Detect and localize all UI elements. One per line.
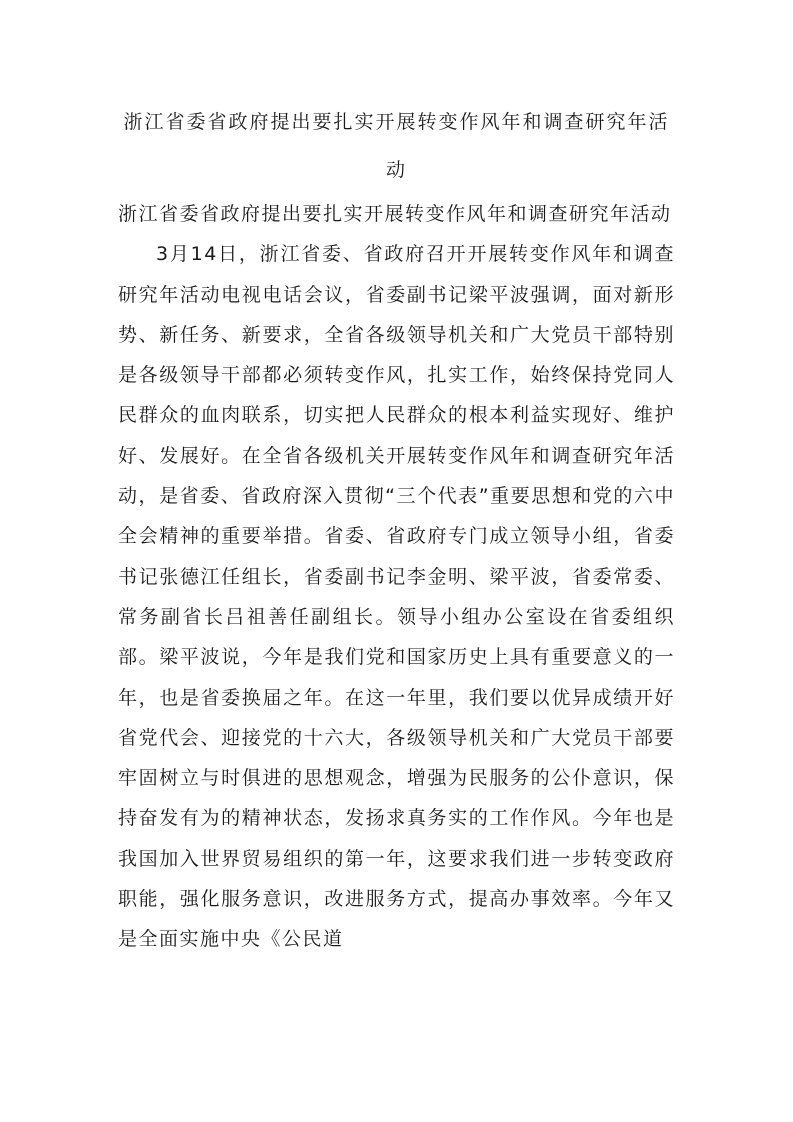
document-title: 浙江省委省政府提出要扎实开展转变作风年和调查研究年活动 [123,111,670,181]
document-subtitle: 浙江省委省政府提出要扎实开展转变作风年和调查研究年活动 [118,203,672,225]
body-paragraph: 3月14日，浙江省委、省政府召开开展转变作风年和调查研究年活动电视电话会议，省委副书记梁平波强调，面对新形势、新任务、新要求，全省各级领导机关和广大党员干部特别是各级领导干部都必须转变作风，扎实工作，始终保持党同人民群众的血肉联系，切实把人民群众的根本利益实现好、维护好、发展好。在全省各级机关开展转变作风年和调查研究年活动，是省委、省政府深入贯彻“三个代表”重要思想和党的六中全会精神的重要举措。省委、省政府专门成立领导小组，省委书记张德江任组长，省委副书记李金明、梁平波，省委常委、常务副省长吕祖善任副组长。领导小组办公室设在省委组织部。梁平波说，今年是我们党和国家历史上具有重要意义的一年，也是省委换届之年。在这一年里，我们要以优异成绩开好省党代会、迎接党的十六大，各级领导机关和广大党员干部要牢固树立与时俱进的思想观念，增强为民服务的公仆意识，保持奋发有为的精神状态，发扬求真务实的工作作风。今年也是我国加入世界贸易组织的第一年，这要求我们进一步转变政府职能，强化服务意识，改进服务方式，提高办事效率。今年又是全面实施中央《公民道 [118,243,675,951]
document-body [118,194,675,960]
